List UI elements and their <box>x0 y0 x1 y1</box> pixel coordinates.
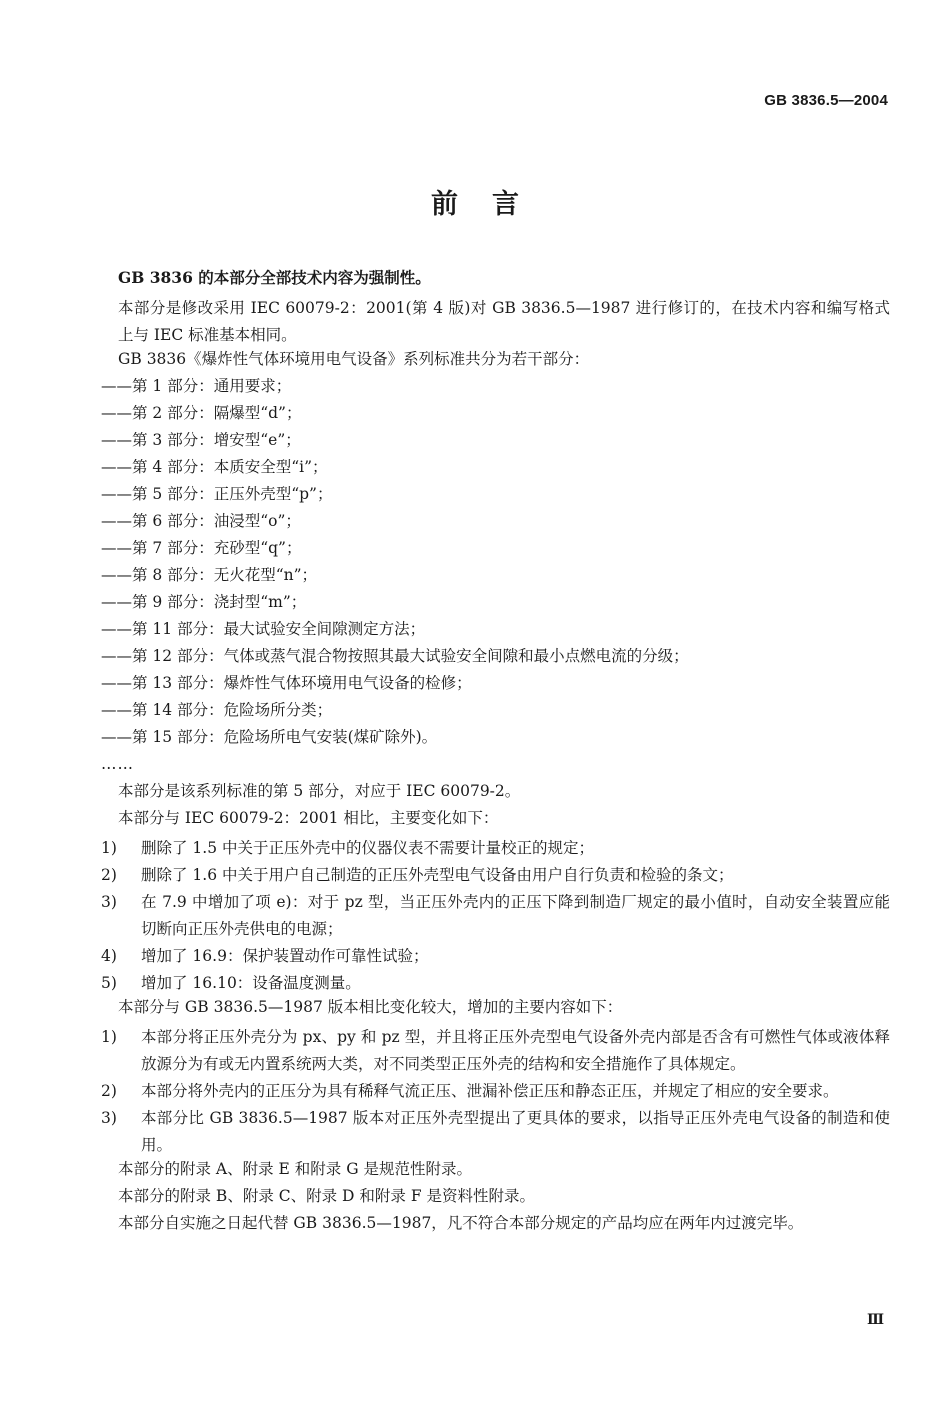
list-item <box>101 1024 890 1078</box>
normative-annex-statement: 本部分的附录 A、附录 E 和附录 G 是规范性附录。 <box>118 1160 473 1178</box>
document-body <box>101 268 890 1240</box>
correspondence-statement: 本部分是该系列标准的第 5 部分，对应于 IEC 60079-2。 <box>118 782 521 800</box>
list-item: ——第 5 部分：正压外壳型“p”； <box>101 485 333 503</box>
list-item: ——第 1 部分：通用要求； <box>101 377 292 395</box>
list-item: ——第 14 部分：危险场所分类； <box>101 701 333 719</box>
list-item: ——第 8 部分：无火花型“n”； <box>101 566 318 584</box>
page-number: Ⅲ <box>866 1312 884 1328</box>
page-title: 前言 <box>431 189 553 220</box>
list-item: ——第 2 部分：隔爆型“d”； <box>101 404 302 422</box>
list-item: ——第 9 部分：浇封型“m”； <box>101 593 307 611</box>
list-item <box>101 943 890 970</box>
list-item: ——第 11 部分：最大试验安全间隙测定方法； <box>101 620 426 638</box>
adoption-text: 本部分是修改采用 IEC 60079-2：2001(第 4 版)对 GB 3836.5—1987 进行修订的，在技术内容和编写格式上与 IEC 标准基本相同。 <box>118 299 890 344</box>
list-item <box>101 970 890 997</box>
changes-1987-intro: 本部分与 GB 3836.5—1987 版本相比变化较大，增加的主要内容如下： <box>118 998 623 1016</box>
list-item: ——第 3 部分：增安型“e”； <box>101 431 301 449</box>
list-item: ——第 7 部分：充砂型“q”； <box>101 539 302 557</box>
item-number: 3) <box>101 1109 117 1127</box>
list-item <box>101 1078 890 1105</box>
list-item <box>101 862 890 889</box>
item-number: 1) <box>101 839 117 857</box>
list-item <box>101 889 890 943</box>
mandatory-statement: GB 3836 的本部分全部技术内容为强制性。 <box>118 268 431 287</box>
changes-iec-intro: 本部分与 IEC 60079-2：2001 相比，主要变化如下： <box>118 809 499 827</box>
item-number: 1) <box>101 1028 117 1046</box>
item-number: 2) <box>101 1082 117 1100</box>
list-item: ——第 15 部分：危险场所电气安装(煤矿除外)。 <box>101 728 438 746</box>
list-item: ——第 6 部分：油浸型“o”； <box>101 512 301 530</box>
item-text: 删除了 1.5 中关于正压外壳中的仪器仪表不需要计量校正的规定； <box>141 839 595 857</box>
item-text: 本部分比 GB 3836.5—1987 版本对正压外壳型提出了更具体的要求，以指导正压外壳电气设备的制造和使用。 <box>141 1109 890 1154</box>
ellipsis: …… <box>101 755 134 773</box>
informative-annex-statement: 本部分的附录 B、附录 C、附录 D 和附录 F 是资料性附录。 <box>118 1187 535 1205</box>
standard-number: GB 3836.5—2004 <box>764 92 888 109</box>
list-item: ——第 4 部分：本质安全型“i”； <box>101 458 328 476</box>
list-item <box>101 1105 890 1159</box>
list-item: ——第 13 部分：爆炸性气体环境用电气设备的检修； <box>101 674 472 692</box>
series-statement: GB 3836《爆炸性气体环境用电气设备》系列标准共分为若干部分： <box>118 350 590 368</box>
list-item: ——第 12 部分：气体或蒸气混合物按照其最大试验安全间隙和最小点燃电流的分级； <box>101 647 689 665</box>
item-number: 3) <box>101 893 117 911</box>
parts-list <box>101 376 890 781</box>
list-item <box>101 835 890 862</box>
changes-iec-list <box>101 835 890 997</box>
item-text: 在 7.9 中增加了项 e)：对于 pz 型，当正压外壳内的正压下降到制造厂规定的最小值时，自动安全装置应能切断向正压外壳供电的电源； <box>141 893 890 938</box>
item-text: 本部分将外壳内的正压分为具有稀释气流正压、泄漏补偿正压和静态正压，并规定了相应的安全要求。 <box>141 1082 839 1100</box>
replacement-statement: 本部分自实施之日起代替 GB 3836.5—1987，凡不符合本部分规定的产品均应在两年内过渡完毕。 <box>118 1214 804 1232</box>
item-text: 删除了 1.6 中关于用户自己制造的正压外壳型电气设备由用户自行负责和检验的条文； <box>141 866 734 884</box>
item-text: 本部分将正压外壳分为 px、py 和 pz 型，并且将正压外壳型电气设备外壳内部是否含有可燃性气体或液体释放源分为有或无内置系统两大类，对不同类型正压外壳的结构和安全措施作了具体规定。 <box>141 1028 890 1073</box>
item-number: 5) <box>101 974 117 992</box>
item-number: 4) <box>101 947 117 965</box>
adoption-paragraph <box>118 295 890 349</box>
changes-1987-list <box>101 1024 890 1159</box>
item-number: 2) <box>101 866 117 884</box>
item-text: 增加了 16.9：保护装置动作可靠性试验； <box>141 947 429 965</box>
item-text: 增加了 16.10：设备温度测量。 <box>141 974 361 992</box>
